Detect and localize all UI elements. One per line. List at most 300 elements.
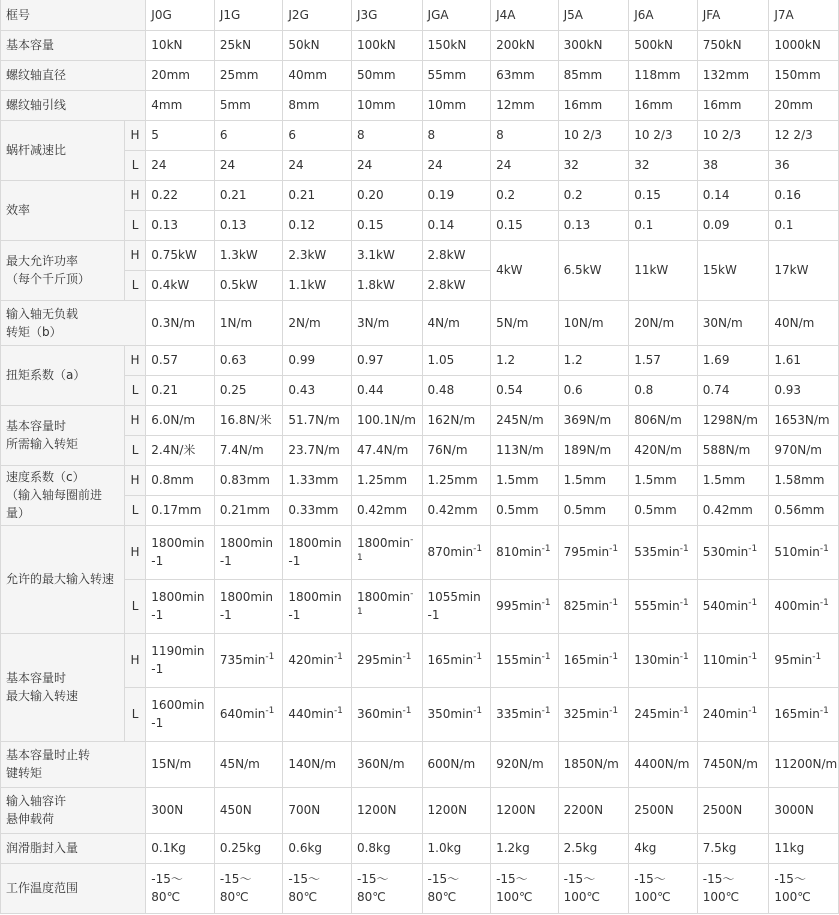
value-cell [697, 150, 769, 180]
value-text: 16.8N/米 [219, 413, 272, 427]
value-text: 530min [702, 545, 749, 559]
value-cell [351, 525, 422, 579]
value-cell [146, 405, 215, 435]
value-cell [769, 633, 839, 687]
value-cell [558, 150, 629, 180]
value-text: 0.21 [288, 188, 316, 202]
value-cell [283, 465, 352, 495]
value-text: -15～80℃ [288, 872, 320, 904]
value-text: 0.15 [634, 188, 661, 202]
superscript: -1 [819, 544, 829, 554]
value-cell [283, 300, 352, 345]
value-cell [558, 833, 629, 863]
value-text: 1.05 [427, 353, 455, 367]
value-cell [214, 863, 283, 913]
value-cell [769, 741, 839, 787]
row-label-text: 悬伸载荷 [6, 812, 55, 826]
value-text: -15～80℃ [427, 872, 460, 904]
value-cell [491, 405, 559, 435]
spec-row-l [1, 150, 839, 180]
value-cell [351, 579, 422, 633]
row-label-text: 输入轴无负载 [6, 306, 79, 321]
value-cell [697, 405, 769, 435]
value-text: 10mm [356, 98, 396, 112]
value-text: -15～ 100℃ [496, 872, 533, 904]
value-cell [769, 465, 839, 495]
value-text: 4N/m [427, 315, 460, 330]
value-text: 24 [151, 158, 167, 172]
value-text: 118mm [634, 68, 681, 82]
model-name: J3G [356, 7, 378, 22]
value-cell [697, 345, 769, 375]
value-cell [351, 495, 422, 525]
value-text: 1.25mm [356, 473, 408, 487]
value-text: 1800min -1 [219, 590, 274, 622]
value-cell [146, 30, 215, 60]
value-cell [629, 787, 698, 833]
value-text: 10 2/3 [702, 128, 742, 142]
value-text: 150mm [774, 68, 821, 82]
value-text: 1800min [356, 536, 411, 550]
model-header-cell [491, 0, 559, 30]
value-text: 0.13 [151, 218, 179, 232]
value-cell [629, 345, 698, 375]
row-label-text: 工作温度范围 [6, 881, 79, 895]
spec-row-l [1, 687, 839, 741]
hl-indicator-h [124, 180, 146, 210]
value-cell [146, 687, 215, 741]
hl-indicator-l [124, 270, 146, 300]
model-header-cell [629, 0, 698, 30]
value-text: 0.6kg [288, 841, 323, 855]
superscript: -1 [609, 652, 619, 662]
value-text: 0.14 [702, 188, 730, 202]
value-cell [351, 60, 422, 90]
hl-indicator-l [124, 495, 146, 525]
model-name: JGA [427, 7, 449, 22]
value-cell [214, 180, 283, 210]
value-text: 85mm [563, 68, 603, 82]
superscript: -1 [473, 544, 483, 554]
value-text: 55mm [427, 68, 467, 82]
value-cell [422, 787, 491, 833]
value-text: 32 [634, 158, 650, 172]
value-cell [558, 787, 629, 833]
row-label-text: 允许的最大输入转速 [6, 572, 115, 586]
value-cell [491, 210, 559, 240]
value-text: 1.5mm [563, 473, 607, 487]
value-text: 1.25mm [427, 473, 478, 487]
value-cell [422, 633, 491, 687]
spec-row-h [1, 525, 839, 579]
superscript: -1 [609, 544, 619, 554]
value-text: 40mm [288, 68, 328, 82]
value-text: 15kW [702, 263, 737, 277]
spec-row-l [1, 210, 839, 240]
value-text: 2.3kW [288, 248, 327, 262]
hl-indicator-text: H [130, 248, 140, 262]
value-cell [769, 60, 839, 90]
model-header-cell [146, 0, 215, 30]
value-text: 24 [288, 158, 304, 172]
value-cell [422, 525, 491, 579]
value-cell [214, 633, 283, 687]
row-label-text: 转矩（b） [6, 324, 62, 339]
header-label-text: 框号 [6, 7, 31, 22]
value-text: 10 2/3 [634, 128, 673, 142]
hl-indicator-h [124, 465, 146, 495]
value-text: 100kN [356, 38, 396, 52]
value-text: 0.14 [427, 218, 455, 232]
value-text: 0.13 [219, 218, 247, 232]
row-label-text: 润滑脂封入量 [6, 841, 79, 855]
value-cell [769, 150, 839, 180]
superscript: -1 [265, 706, 275, 716]
value-cell [146, 833, 215, 863]
value-text: 825min [563, 599, 610, 613]
value-cell [491, 633, 559, 687]
hl-indicator-h [124, 405, 146, 435]
value-text: 4400N/m [634, 757, 690, 771]
superscript: -1 [541, 706, 551, 716]
value-text: 1.0kg [427, 841, 462, 855]
value-cell [351, 210, 422, 240]
row-label [1, 405, 125, 465]
value-cell [283, 687, 352, 741]
value-cell [351, 787, 422, 833]
value-cell [283, 525, 352, 579]
value-text: 1.8kW [356, 278, 395, 292]
value-cell [283, 633, 352, 687]
superscript: -1 [402, 652, 412, 662]
value-cell [214, 833, 283, 863]
value-text: 6.5kW [563, 263, 602, 277]
value-cell [422, 120, 491, 150]
hl-indicator-h [124, 525, 146, 579]
value-cell [491, 150, 559, 180]
value-text: 2.8kW [427, 278, 466, 292]
value-text: 870min [427, 545, 474, 559]
value-text: 1.58mm [774, 473, 825, 487]
value-cell [422, 270, 491, 300]
hl-indicator-text: H [130, 188, 140, 202]
value-cell [214, 525, 283, 579]
row-label-text: 螺纹轴引线 [6, 98, 67, 112]
value-cell [629, 375, 698, 405]
value-cell [214, 579, 283, 633]
row-label-text: 所需输入转矩 [6, 437, 79, 451]
value-text: 0.25 [219, 383, 247, 397]
hl-indicator-h [124, 240, 146, 270]
value-cell [214, 465, 283, 495]
value-cell [351, 300, 422, 345]
value-text: 10N/m [563, 315, 604, 330]
value-cell [283, 495, 352, 525]
value-cell [422, 30, 491, 60]
value-cell [146, 180, 215, 210]
value-cell [422, 687, 491, 741]
value-text: 995min [496, 599, 542, 613]
value-cell [629, 633, 698, 687]
model-header-cell [214, 0, 283, 30]
value-cell [214, 210, 283, 240]
row-label-text: 基本容量时 [6, 419, 67, 433]
row-label-text: （输入轴每圈前进量） [6, 488, 103, 520]
spec-row-h [1, 120, 839, 150]
value-text: 360min [356, 707, 403, 721]
value-text: 1N/m [219, 315, 253, 330]
superscript: -1 [819, 598, 829, 608]
value-text: 4mm [151, 98, 183, 112]
value-cell [283, 435, 352, 465]
superscript: -1 [265, 652, 275, 662]
superscript: -1 [679, 598, 689, 608]
hl-indicator-text: L [131, 158, 139, 172]
value-text: 0.97 [356, 353, 384, 367]
value-cell [146, 465, 215, 495]
value-cell [491, 180, 559, 210]
value-cell [558, 741, 629, 787]
superscript: -1 [473, 652, 483, 662]
superscript: -1 [541, 652, 551, 662]
value-cell [283, 60, 352, 90]
value-cell [351, 465, 422, 495]
value-text: 132mm [702, 68, 750, 82]
model-name: J7A [774, 7, 794, 22]
value-cell [769, 240, 839, 300]
value-cell [629, 465, 698, 495]
value-text: 600N/m [427, 757, 476, 771]
value-cell [558, 405, 629, 435]
value-text: 0.33mm [288, 503, 339, 517]
value-text: 189N/m [563, 443, 612, 457]
hl-indicator-text: L [131, 599, 139, 613]
row-label-text: 最大输入转速 [6, 689, 79, 703]
value-cell [697, 633, 769, 687]
value-cell [769, 30, 839, 60]
value-text: 2N/m [288, 315, 321, 330]
value-cell [558, 435, 629, 465]
value-text: 245N/m [496, 413, 544, 427]
value-cell [351, 375, 422, 405]
value-cell [422, 741, 491, 787]
value-cell [214, 375, 283, 405]
value-cell [629, 833, 698, 863]
value-cell [769, 435, 839, 465]
row-label-text: 基本容量时止转 [6, 748, 91, 762]
superscript: -1 [333, 706, 343, 716]
value-text: 0.54 [496, 383, 523, 397]
row-label-text: 扭矩系数（a） [6, 368, 86, 382]
value-text: 1298N/m [702, 413, 758, 427]
value-text: 0.42mm [702, 503, 753, 517]
value-cell [558, 60, 629, 90]
value-cell [491, 579, 559, 633]
value-text: 6 [288, 128, 297, 142]
value-cell [146, 270, 215, 300]
model-header-cell [697, 0, 769, 30]
value-cell [146, 375, 215, 405]
value-cell [351, 180, 422, 210]
value-cell [491, 345, 559, 375]
row-label [1, 465, 125, 525]
value-text: 1600min -1 [151, 698, 205, 730]
model-name: J2G [288, 7, 309, 22]
value-text: 24 [219, 158, 236, 172]
row-label [1, 240, 125, 300]
value-text: 0.8mm [151, 473, 194, 487]
value-cell [697, 435, 769, 465]
header-row [1, 0, 839, 30]
value-text: 1800min -1 [288, 536, 342, 568]
value-text: 3000N [774, 803, 814, 817]
value-text: 400min [774, 599, 820, 613]
value-text: 0.09 [702, 218, 730, 232]
value-text: 0.20 [356, 188, 384, 202]
value-cell [558, 345, 629, 375]
value-text: 750kN [702, 38, 742, 52]
hl-indicator-text: L [131, 443, 139, 457]
value-cell [491, 30, 559, 60]
value-text: 24 [496, 158, 512, 172]
value-text: 24 [356, 158, 373, 172]
value-text: 5mm [219, 98, 251, 112]
value-cell [629, 150, 698, 180]
value-text: 130min [634, 653, 680, 667]
spec-row [1, 741, 839, 787]
value-text: 0.5mm [563, 503, 607, 517]
value-cell [491, 435, 559, 465]
value-cell [422, 495, 491, 525]
value-text: 162N/m [427, 413, 476, 427]
value-cell [558, 210, 629, 240]
value-text: 0.83mm [219, 473, 270, 487]
value-text: 450N [219, 803, 252, 817]
spec-row [1, 863, 839, 913]
value-cell [214, 495, 283, 525]
spec-row-h [1, 633, 839, 687]
value-cell [351, 120, 422, 150]
hl-indicator-text: L [131, 503, 139, 517]
value-text: 0.5mm [634, 503, 677, 517]
value-text: 1200N [496, 803, 536, 817]
value-text: 0.19 [427, 188, 455, 202]
value-cell [697, 787, 769, 833]
value-cell [697, 240, 769, 300]
value-text: 0.21 [151, 383, 179, 397]
model-header-cell [283, 0, 352, 30]
value-text: 806N/m [634, 413, 682, 427]
value-text: 0.42mm [356, 503, 408, 517]
hl-indicator-text: H [130, 413, 140, 427]
value-text: 0.42mm [427, 503, 478, 517]
row-label [1, 90, 146, 120]
spec-row-l [1, 435, 839, 465]
value-cell [283, 120, 352, 150]
value-text: 0.6 [563, 383, 583, 397]
superscript: -1 [812, 652, 822, 662]
value-cell [214, 300, 283, 345]
model-header-cell [422, 0, 491, 30]
value-text: 4kW [496, 263, 523, 277]
value-text: 10kN [151, 38, 183, 52]
row-label [1, 741, 146, 787]
value-text: 0.8 [634, 383, 654, 397]
superscript: -1 [679, 706, 689, 716]
value-cell [697, 579, 769, 633]
value-cell [697, 300, 769, 345]
value-cell [629, 741, 698, 787]
value-text: 50kN [288, 38, 320, 52]
value-cell [146, 60, 215, 90]
value-text: 0.13 [563, 218, 591, 232]
value-cell [283, 787, 352, 833]
value-cell [697, 687, 769, 741]
value-text: 32 [563, 158, 579, 172]
value-cell [214, 741, 283, 787]
value-cell [491, 495, 559, 525]
value-cell [629, 435, 698, 465]
value-cell [629, 90, 698, 120]
value-text: 1.1kW [288, 278, 327, 292]
value-text: 20N/m [634, 315, 675, 330]
hl-indicator-text: L [131, 707, 139, 721]
value-cell [629, 495, 698, 525]
value-cell [351, 687, 422, 741]
hl-indicator-h [124, 345, 146, 375]
spec-row [1, 833, 839, 863]
value-text: 325min [563, 707, 610, 721]
value-cell [351, 863, 422, 913]
value-text: 10 2/3 [563, 128, 602, 142]
value-text: -15～ 100℃ [702, 872, 740, 904]
value-text: 10mm [427, 98, 467, 112]
value-cell [558, 465, 629, 495]
value-cell [214, 90, 283, 120]
spec-row-h [1, 345, 839, 375]
value-text: 1.5mm [496, 473, 539, 487]
hl-indicator-text: L [131, 278, 139, 292]
header-label [1, 0, 146, 30]
superscript: -1 [541, 598, 551, 608]
value-cell [351, 30, 422, 60]
row-label-text: 基本容量时 [6, 671, 67, 685]
value-text: 1200N [356, 803, 397, 817]
value-text: 2500N [634, 803, 674, 817]
value-cell [558, 180, 629, 210]
value-cell [422, 90, 491, 120]
superscript: -1 [356, 589, 414, 617]
value-cell [769, 90, 839, 120]
value-text: 3N/m [356, 315, 390, 330]
value-text: 1.2 [496, 353, 516, 367]
value-text: 0.22 [151, 188, 179, 202]
value-text: 0.93 [774, 383, 802, 397]
value-cell [769, 863, 839, 913]
value-cell [491, 833, 559, 863]
value-text: 1.2 [563, 353, 583, 367]
value-cell [351, 833, 422, 863]
row-label-text: 螺纹轴直径 [6, 68, 67, 82]
value-cell [629, 240, 698, 300]
value-cell [214, 240, 283, 270]
value-text: 0.2 [563, 188, 583, 202]
value-cell [697, 30, 769, 60]
value-text: 30N/m [702, 315, 743, 330]
value-text: 0.4kW [151, 278, 190, 292]
model-name: J6A [634, 7, 654, 22]
value-text: 295min [356, 653, 403, 667]
